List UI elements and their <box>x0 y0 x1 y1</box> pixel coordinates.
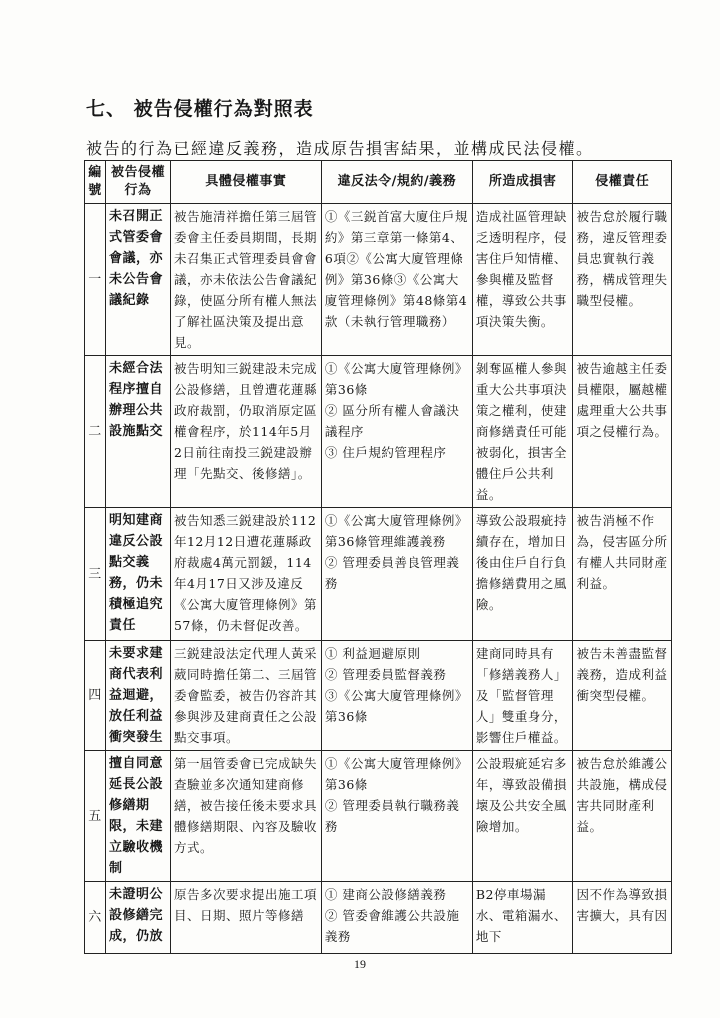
law-item: ①《三鋭首富大廈住戶規約》第三章第一條第4、6項②《公寓大廈管理條例》第36條③《公寓大廈管理條例》第48條第4款（未執行管理職務） <box>324 209 468 329</box>
row-number: 四 <box>85 641 106 751</box>
row-title: 未證明公設修繕完成，仍放 <box>105 882 170 954</box>
row-number: 三 <box>85 508 106 641</box>
page-number: 19 <box>354 957 366 971</box>
header-law: 違反法令/規約/義務 <box>321 161 472 204</box>
table-row <box>85 641 672 751</box>
row-law <box>321 356 472 508</box>
law-item: ③《公寓大廈管理條例》第36條 <box>324 688 468 724</box>
row-resp: 被告怠於履行職務，違反管理委員忠實執行義務，構成管理失職型侵權。 <box>573 204 672 356</box>
row-number: 二 <box>85 356 106 508</box>
row-law <box>321 882 472 954</box>
row-harm: 導致公設瑕疵持續存在，增加日後由住戶自行負擔修繕費用之風險。 <box>472 508 573 641</box>
table-row <box>85 508 672 641</box>
row-title: 擅自同意延長公設修繕期限，未建立驗收機制 <box>105 751 170 882</box>
row-number: 六 <box>85 882 106 954</box>
row-resp: 因不作為導致損害擴大，具有因 <box>573 882 672 954</box>
row-fact: 第一屆管委會已完成缺失查驗並多次通知建商修繕，被告接任後未要求具體修繕期限、內容及驗收方式。 <box>170 751 321 882</box>
section-title: 七、 被告侵權行為對照表 <box>86 98 314 120</box>
law-item: ①《公寓大廈管理條例》第36條 <box>324 756 468 792</box>
row-number: 一 <box>85 204 106 356</box>
row-title: 明知建商違反公設點交義務，仍未積極追究責任 <box>105 508 170 641</box>
law-item: ①《公寓大廈管理條例》第36條管理維護義務 <box>324 513 468 549</box>
header-fact: 具體侵權事實 <box>170 161 321 204</box>
row-number: 五 <box>85 751 106 882</box>
table-row <box>85 882 672 954</box>
row-fact: 原告多次要求提出施工項目、日期、照片等修繕 <box>170 882 321 954</box>
row-title: 未經合法程序擅自辦理公共設施點交 <box>105 356 170 508</box>
law-item: ② 區分所有權人會議決議程序 <box>324 403 460 439</box>
row-fact: 被告知悉三鋭建設於112年12月12日遭花蓮縣政府裁處4萬元罰鍰，114年4月17日又涉及違反《公寓大廈管理條例》第57條，仍未督促改善。 <box>170 508 321 641</box>
table-row <box>85 356 672 508</box>
law-item: ② 管理委員監督義務 <box>324 667 447 682</box>
law-item: ① 建商公設修繕義務 <box>324 887 447 902</box>
row-harm: 剝奪區權人參與重大公共事項決策之權利，使建商修繕責任可能被弱化，損害全體住戶公共利益。 <box>472 356 573 508</box>
row-title: 未要求建商代表利益迴避，放任利益衝突發生 <box>105 641 170 751</box>
row-fact: 被告明知三鋭建設未完成公設修繕，且曾遭花蓮縣政府裁罰，仍取消原定區權會程序，於114年5月2日前往南投三鋭建設辦理「先點交、後修繕」。 <box>170 356 321 508</box>
table-row <box>85 204 672 356</box>
law-item: ① 利益迴避原則 <box>324 646 421 661</box>
row-fact: 被告施清祥擔任第三屆管委會主任委員期間，長期未召集正式管理委員會會議，亦未依法公告會議紀錄，使區分所有權人無法了解社區決策及提出意見。 <box>170 204 321 356</box>
law-item: ② 管理委員善良管理義務 <box>324 555 460 591</box>
row-title: 未召開正式管委會會議，亦未公告會議紀錄 <box>105 204 170 356</box>
tort-comparison-table <box>84 160 672 954</box>
header-num: 編號 <box>85 161 106 204</box>
row-harm: 公設瑕疵延宕多年，導致設備損壞及公共安全風險增加。 <box>472 751 573 882</box>
row-resp: 被告消極不作為，侵害區分所有權人共同財產利益。 <box>573 508 672 641</box>
law-item: ③ 住戶規約管理程序 <box>324 445 447 460</box>
row-law <box>321 751 472 882</box>
row-harm: 造成社區管理缺乏透明程序，侵害住戶知情權、參與權及監督權，導致公共事項決策失衡。 <box>472 204 573 356</box>
row-resp: 被告逾越主任委員權限，屬越權處理重大公共事項之侵權行為。 <box>573 356 672 508</box>
law-item: ①《公寓大廈管理條例》第36條 <box>324 361 468 397</box>
law-item: ② 管委會維護公共設施義務 <box>324 908 460 944</box>
row-harm: B2停車場漏水、電箱漏水、地下 <box>472 882 573 954</box>
table-header-row <box>85 161 672 204</box>
row-law <box>321 204 472 356</box>
row-harm: 建商同時具有「修繕義務人」及「監督管理人」雙重身分，影響住戶權益。 <box>472 641 573 751</box>
header-title: 被告侵權行為 <box>105 161 170 204</box>
intro-paragraph: 被告的行為已經違反義務，造成原告損害結果，並構成民法侵權。 <box>86 139 594 158</box>
header-resp: 侵權責任 <box>573 161 672 204</box>
row-law <box>321 641 472 751</box>
table-row <box>85 751 672 882</box>
row-resp: 被告未善盡監督義務，造成利益衝突型侵權。 <box>573 641 672 751</box>
row-law <box>321 508 472 641</box>
row-fact: 三鋭建設法定代理人黃采葳同時擔任第二、三屆管委會監委，被告仍容許其參與涉及建商責任之公設點交事項。 <box>170 641 321 751</box>
law-item: ② 管理委員執行職務義務 <box>324 798 460 834</box>
header-harm: 所造成損害 <box>472 161 573 204</box>
row-resp: 被告怠於維護公共設施，構成侵害共同財產利益。 <box>573 751 672 882</box>
